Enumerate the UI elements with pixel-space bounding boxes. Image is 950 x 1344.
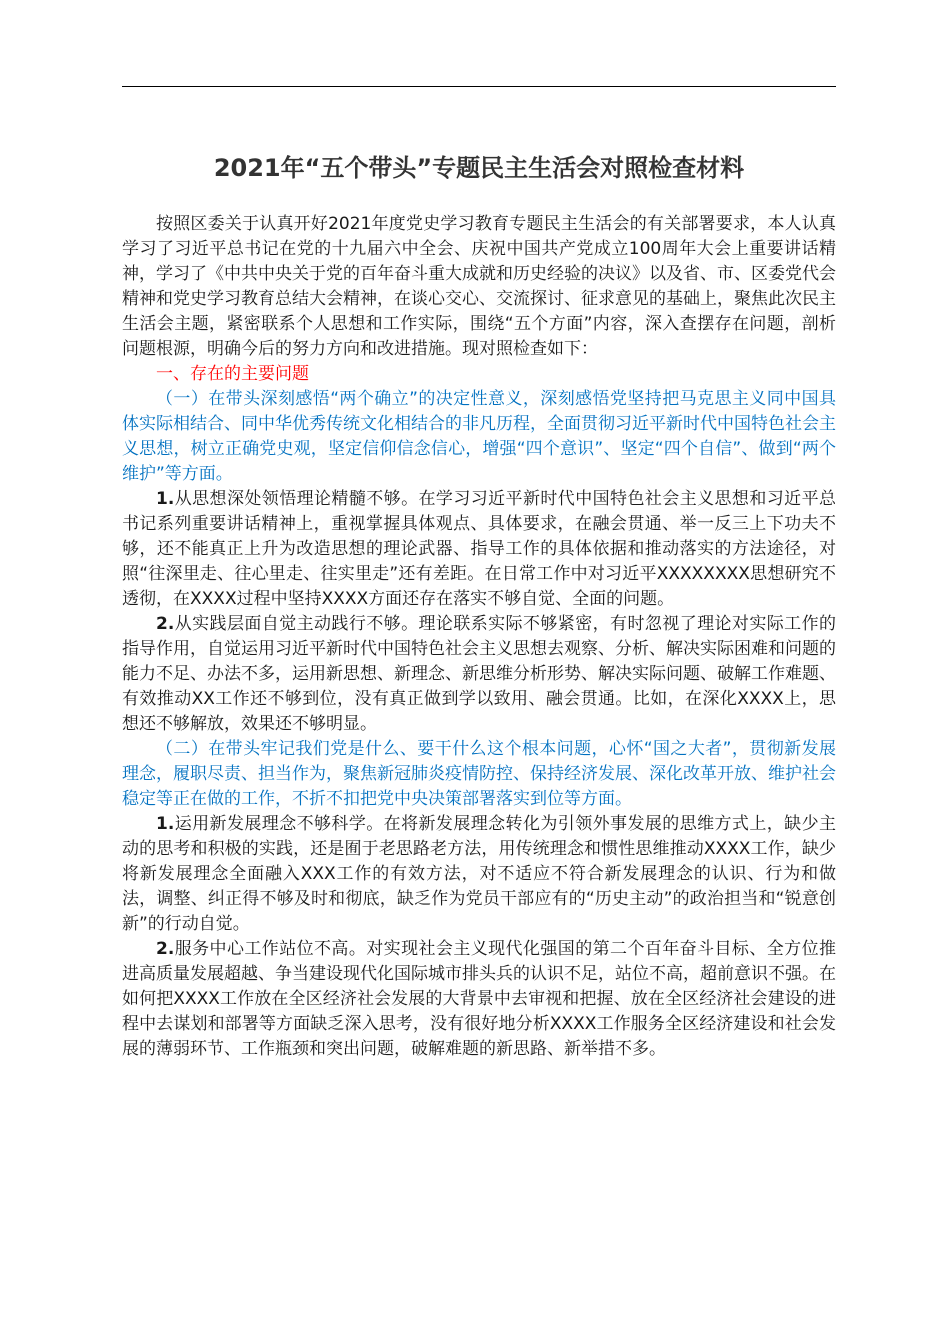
item-number: 1. [156,814,175,834]
subsection-1-item-1 [122,487,836,612]
item-text: 从实践层面自觉主动践行不够。理论联系实际不够紧密，有时忽视了理论对实际工作的指导作用，自觉运用习近平新时代中国特色社会主义思想去观察、分析、解决实际困难和问题的能力不足、办法不多，运用新思想、新理念、新思维分析形势、解决实际问题、破解工作难题、有效推动XX工作还不够到位，没有真正做到学以致用、融会贯通。比如，在深化XXXX上，思想还不够解放，效果还不够明显。 [122,614,836,734]
item-text: 从思想深处领悟理论精髓不够。在学习习近平新时代中国特色社会主义思想和习近平总书记系列重要讲话精神上，重视掌握具体观点、具体要求，在融会贯通、举一反三上下功夫不够，还不能真正上升为改造思想的理论武器、指导工作的具体依据和推动落实的方法途径，对照“往深里走、往心里走、往实里走”还有差距。在日常工作中对习近平XXXXXXXX思想研究不透彻，在XXXX过程中坚持XXXX方面还存在落实不够自觉、全面的问题。 [122,489,836,609]
item-text: 服务中心工作站位不高。对实现社会主义现代化强国的第二个百年奋斗目标、全方位推进高质量发展超越、争当建设现代化国际城市排头兵的认识不足，站位不高，超前意识不强。在如何把XXXX工作放在全区经济社会发展的大背景中去审视和把握、放在全区经济社会建设的进程中去谋划和部署等方面缺乏深入思考，没有很好地分析XXXX工作服务全区经济建设和社会发展的薄弱环节、工作瓶颈和突出问题，破解难题的新思路、新举措不多。 [122,939,836,1059]
section-heading-problems: 一、存在的主要问题 [156,364,309,384]
item-text: 运用新发展理念不够科学。在将新发展理念转化为引领外事发展的思维方式上，缺少主动的思考和积极的实践，还是囿于老思路老方法，用传统理念和惯性思维推动XXXX工作，缺少将新发展理念全面融入XXX工作的有效方法，对不适应不符合新发展理念的认识、行为和做法，调整、纠正得不够及时和彻底，缺乏作为党员干部应有的“历史主动”的政治担当和“锐意创新”的行动自觉。 [122,814,836,934]
document-body [122,212,836,1062]
intro-paragraph: 按照区委关于认真开好2021年度党史学习教育专题民主生活会的有关部署要求，本人认真学习了习近平总书记在党的十九届六中全会、庆祝中国共产党成立100周年大会上重要讲话精神，学习了《中共中央关于党的百年奋斗重大成就和历史经验的决议》以及省、市、区委党代会精神和党史学习教育总结大会精神，在谈心交心、交流探讨、征求意见的基础上，聚焦此次民主生活会主题，紧密联系个人思想和工作实际，围绕“五个方面”内容，深入查摆存在问题，剖析问题根源，明确今后的努力方向和改进措施。现对照检查如下： [122,214,836,359]
document-title: 2021年“五个带头”专题民主生活会对照检查材料 [213,154,745,182]
subsection-heading-2: （二）在带头牢记我们党是什么、要干什么这个根本问题，心怀“国之大者”，贯彻新发展理念，履职尽责、担当作为，聚焦新冠肺炎疫情防控、保持经济发展、深化改革开放、维护社会稳定等正在做的工作，不折不扣把党中央决策部署落实到位等方面。 [122,739,836,809]
item-number: 2. [156,939,175,959]
subsection-1-item-2 [122,612,836,737]
item-number: 1. [156,489,175,509]
subsection-heading-1: （一）在带头深刻感悟“两个确立”的决定性意义，深刻感悟党坚持把马克思主义同中国具体实际相结合、同中华优秀传统文化相结合的非凡历程，全面贯彻习近平新时代中国特色社会主义思想，树立正确党史观，坚定信仰信念信心，增强“四个意识”、坚定“四个自信”、做到“两个维护”等方面。 [122,389,836,484]
item-number: 2. [156,614,175,634]
subsection-2-item-2 [122,937,836,1062]
subsection-2-item-1 [122,812,836,937]
header-rule [122,86,836,87]
